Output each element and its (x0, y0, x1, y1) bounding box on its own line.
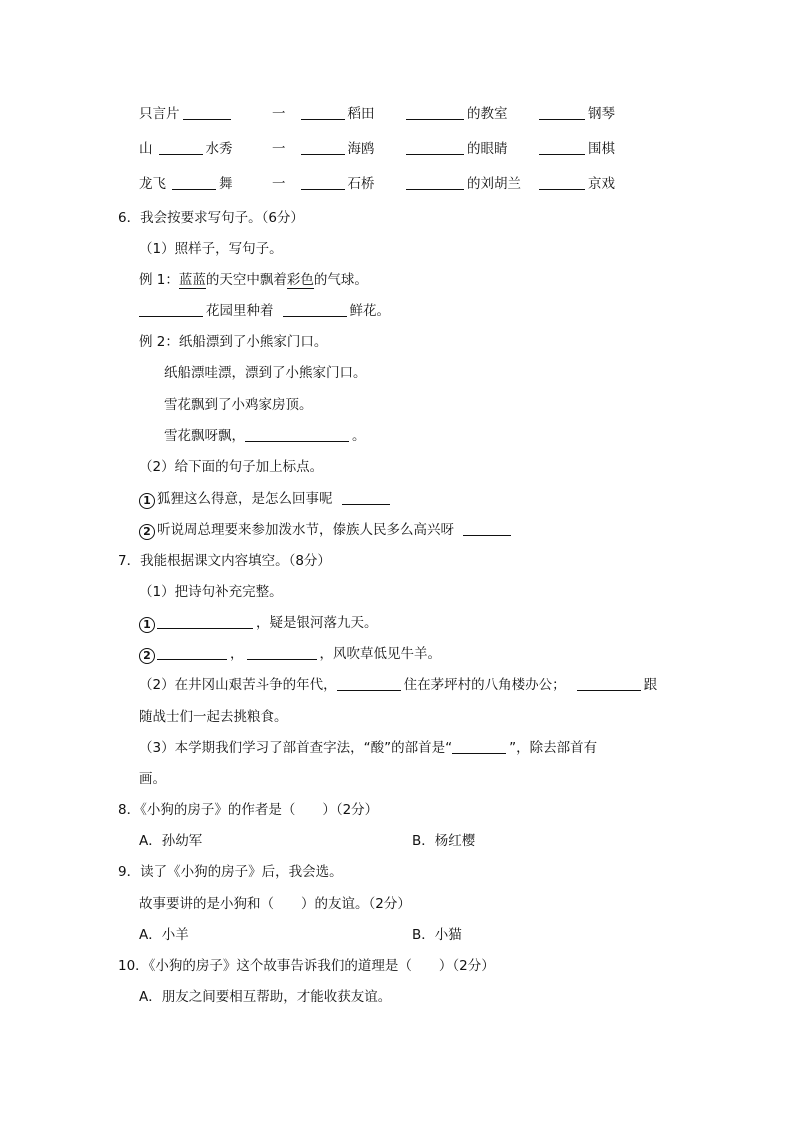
q7-title: 7．我能根据课文内容填空。（8分） (118, 553, 331, 569)
answer-blank[interactable] (406, 175, 464, 190)
word-cell (272, 140, 375, 158)
word-cell (406, 140, 508, 158)
word-text: 的眼睛 (467, 141, 508, 157)
word-cell (406, 175, 521, 193)
q6-punct-1: 1 狐狸这么得意，是怎么回事呢 (139, 490, 393, 509)
q7-poem-line-2: 2 ， ，风吹草低见牛羊。 (139, 645, 441, 664)
q9-option-b[interactable]: B．小猫 (412, 927, 462, 943)
circled-number: 2 (139, 648, 155, 664)
answer-blank[interactable] (342, 490, 390, 505)
answer-blank[interactable] (301, 175, 345, 190)
underlined-word: 彩色 (286, 272, 314, 288)
answer-blank[interactable] (539, 140, 585, 155)
q8-option-a[interactable]: A．孙幼军 (139, 833, 203, 849)
word-cell (406, 105, 508, 123)
q6-example2: 例 2：纸船漂到了小熊家门口。 (139, 334, 328, 350)
word-text: 石桥 (347, 176, 375, 192)
word-text: 只言片 (139, 106, 180, 122)
answer-blank[interactable] (406, 140, 464, 155)
word-text: 舞 (219, 176, 233, 192)
q7-part3: （3）本学期我们学习了部首查字法，“酸”的部首是“ ”，除去部首有 (139, 740, 598, 756)
q6-example2-line3: 雪花飘到了小鸡家房顶。 (164, 397, 313, 413)
word-text: 稻田 (347, 106, 375, 122)
q8-title: 8．《小狗的房子》的作者是（ ）（2分） (118, 802, 379, 818)
answer-blank[interactable] (539, 175, 585, 190)
word-cell (539, 140, 615, 158)
q7-part3-cont: 画。 (139, 771, 166, 787)
answer-blank[interactable] (283, 302, 347, 317)
word-text: 围棋 (588, 141, 615, 157)
circled-number: 2 (139, 524, 155, 540)
q6-fill1: 花园里种着 鲜花。 (139, 302, 390, 320)
word-text: 水秀 (205, 141, 233, 157)
answer-blank[interactable] (452, 739, 506, 754)
answer-blank[interactable] (139, 302, 203, 317)
q10-title: 10．《小狗的房子》这个故事告诉我们的道理是（ ）（2分） (118, 958, 495, 974)
q10-option-a[interactable]: A．朋友之间要相互帮助，才能收获友谊。 (139, 989, 392, 1005)
word-text: 钢琴 (588, 106, 615, 122)
q6-example1: 例 1：蓝蓝的天空中飘着彩色的气球。 (139, 272, 368, 288)
answer-blank[interactable] (337, 676, 401, 691)
q7-part2-cont: 随战士们一起去挑粮食。 (139, 709, 288, 725)
q9-option-a[interactable]: A．小羊 (139, 927, 189, 943)
measure-word: 一 (272, 141, 286, 157)
measure-word: 一 (272, 176, 286, 192)
word-cell (272, 105, 375, 123)
q6-example2-line2: 纸船漂哇漂，漂到了小熊家门口。 (164, 365, 367, 381)
answer-blank[interactable] (157, 614, 253, 629)
q6-punct-2: 2 听说周总理要来参加泼水节，傣族人民多么高兴呀 (139, 521, 514, 540)
word-cell (539, 105, 615, 123)
answer-blank[interactable] (463, 521, 511, 536)
q7-part2: （2）在井冈山艰苦斗争的年代， 住在茅坪村的八角楼办公； 跟 (139, 677, 658, 693)
circled-number: 1 (139, 617, 155, 633)
q9-title: 9．读了《小狗的房子》后，我会选。 (118, 864, 343, 880)
q6-example2-line4: 雪花飘呀飘， 。 (164, 428, 366, 444)
answer-blank[interactable] (159, 140, 203, 155)
word-cell (272, 175, 375, 193)
word-text: 山 (139, 141, 153, 157)
word-text: 海鸥 (347, 141, 375, 157)
q6-part1: （1）照样子，写句子。 (139, 241, 283, 257)
word-cell (539, 175, 615, 193)
answer-blank[interactable] (183, 105, 231, 120)
answer-blank[interactable] (301, 105, 345, 120)
measure-word: 一 (272, 106, 286, 122)
q8-option-b[interactable]: B．杨红樱 (412, 833, 476, 849)
answer-blank[interactable] (301, 140, 345, 155)
q7-part1: （1）把诗句补充完整。 (139, 584, 283, 600)
answer-blank[interactable] (247, 645, 317, 660)
q6-part2: （2）给下面的句子加上标点。 (139, 459, 324, 475)
word-text: 龙飞 (139, 176, 166, 192)
answer-blank[interactable] (577, 676, 641, 691)
word-text: 京戏 (588, 176, 615, 192)
answer-blank[interactable] (539, 105, 585, 120)
answer-blank[interactable] (172, 175, 216, 190)
q9-subtitle: 故事要讲的是小狗和（ ）的友谊。（2分） (139, 896, 411, 912)
q7-poem-line-1: 1 ，疑是银河落九天。 (139, 614, 378, 633)
answer-blank[interactable] (157, 645, 227, 660)
word-cell (139, 140, 233, 158)
circled-number: 1 (139, 493, 155, 509)
word-cell (139, 105, 234, 123)
q6-title: 6．我会按要求写句子。（6分） (118, 210, 304, 226)
word-text: 的教室 (467, 106, 508, 122)
answer-blank[interactable] (245, 427, 349, 442)
underlined-word: 蓝蓝 (178, 272, 206, 288)
answer-blank[interactable] (406, 105, 464, 120)
word-text: 的刘胡兰 (467, 176, 521, 192)
word-cell (139, 175, 233, 193)
